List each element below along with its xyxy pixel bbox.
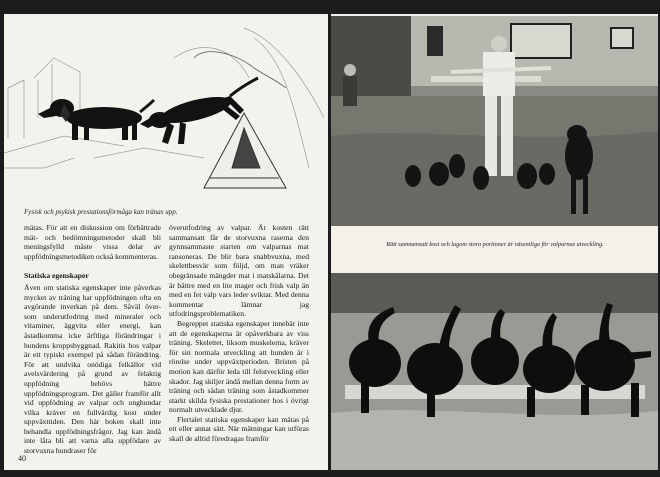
paragraph: mätas. För att en diskussion om förbättrade mät- och bedömningsmetoder skall bli meningsfylld måste vissa delar av uppfödningsmetodiken också kommenteras. xyxy=(24,223,161,261)
section-heading: Statiska egenskaper xyxy=(24,271,89,281)
right-page xyxy=(331,14,658,470)
dog-sketch-illustration xyxy=(4,18,328,204)
illustration-caption: Fysisk och psykisk prestationsförmåga kan tränas upp. xyxy=(24,208,178,216)
photo-puppies-feeding xyxy=(331,273,658,470)
paragraph: överutfodring av valpar. Är kosten rätt sammansatt får de storvuxna raserna den gynnsammaste starten om valparnas mat ransoneras. De blir bara snabbvuxna, med skelettbesvär som följd, om man vräker obegränsade mängder mat i matskålarna. Det är bättre med en lite mager och frisk valp än med en fet valp vars leder sviktar. Med denna kommentar lämnar jag utfodringsproblematiken. xyxy=(169,223,309,319)
paragraph: Även om statiska egenskaper inte påverkas mycket av träning har uppfödningen ofta en avgörande inverkan på dem. Såväl över- som underutfodring med mineraler och vitaminer, äggvita eller energi, kan åstadkomma icke ärftliga förändringar i hundens kroppsbyggnad. Rakitis hos valpar är ett typiskt exempel på sådan förändring. För att undvika onödiga felkällor vid avelsvärdering på grund av felaktig uppfödning behövs bättre uppfödningsprogram. Det gäller framför allt vid uppfödning av valpar och unghundar vilka kräver en fullvärdig kost under uppväxttiden. Den här boken skall inte behandla uppfödningsfrågor. Jag kan ändå inte låta bli att varna alla uppfödare av storvuxna hundraser för xyxy=(24,282,161,456)
photo-caption: Rätt sammansatt kost och lagom stora portioner är väsentliga för valparnas utveckling. xyxy=(386,241,604,248)
page-number: 40 xyxy=(18,454,26,463)
paragraph: Begreppet statiska egenskaper innebär inte att de egenskaperna är opåverkbara av viss träning. Skelettet, liksom muskelerna, kräver för sin normala utveckling att hunden är i rörelse under uppväxtperioden. Bristen på motion kan därför leda till felutveckling eller skador. Jag skiljer ändå mellan denna form av träning och sådan träning som åstadkommer starkt skilda fysiska prestationer hos i övrigt normalt utvecklade djur. xyxy=(169,318,309,415)
text-column-2 xyxy=(169,223,309,444)
left-page xyxy=(4,14,328,470)
paragraph: Flertalet statiska egenskaper kan mätas på ett eller annat sätt. När mätningar kan utföras skall de alltid föredragas framför xyxy=(169,414,309,444)
dachshund-drawing xyxy=(4,18,328,204)
photo-man-with-puppies xyxy=(331,16,658,226)
text-column-1 xyxy=(24,223,161,456)
